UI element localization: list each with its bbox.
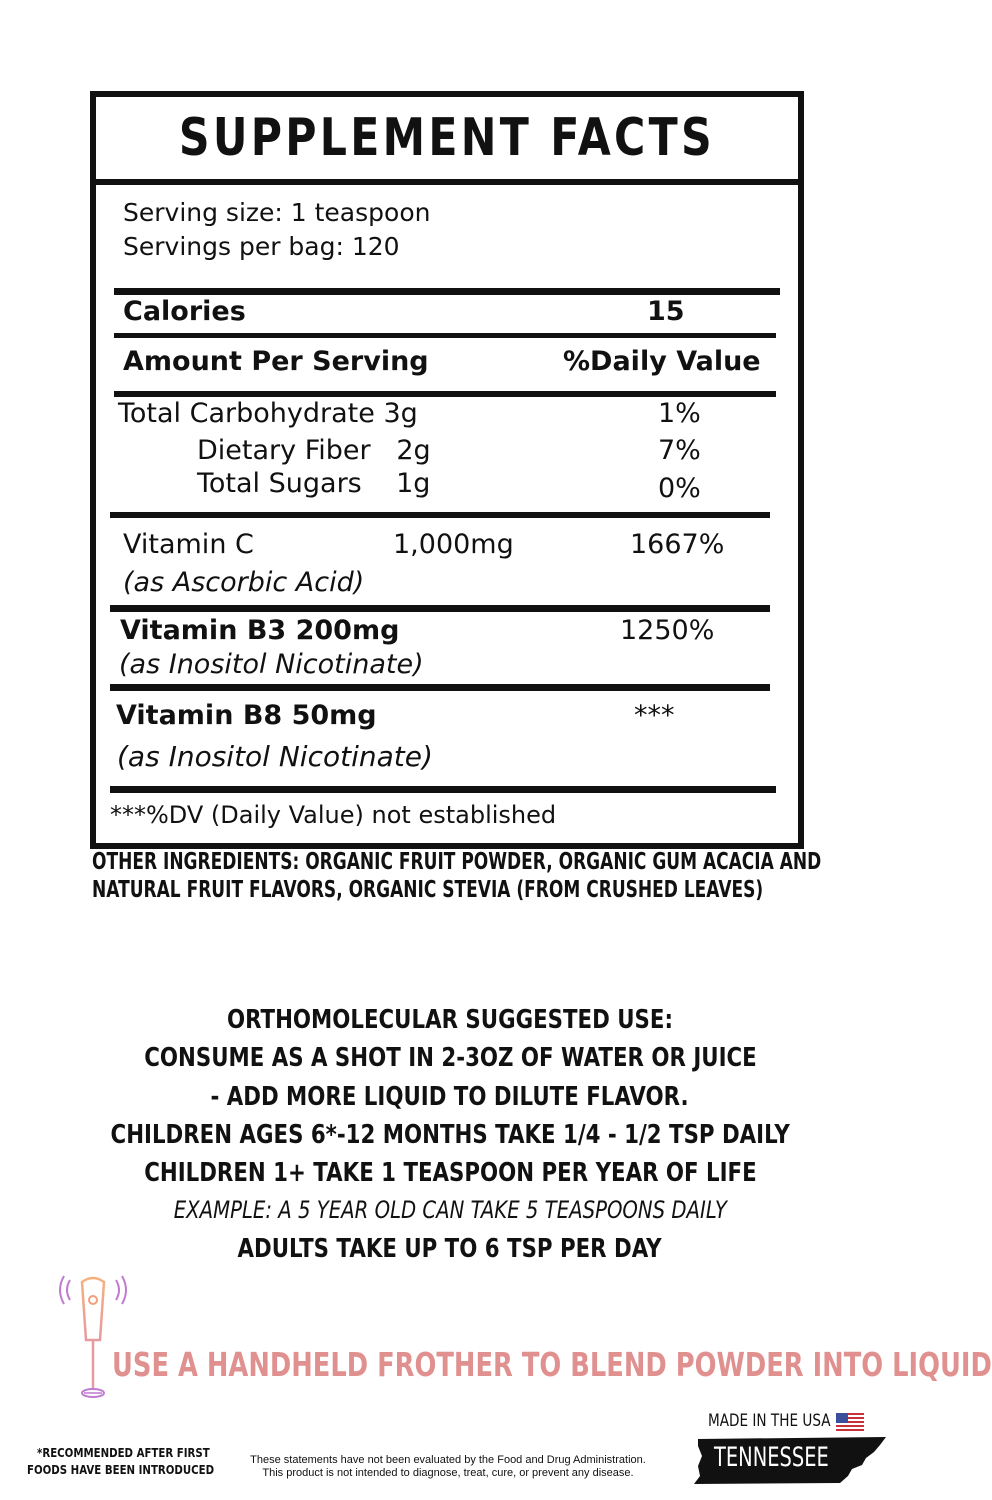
recommended-note-line-2: FOODS HAVE BEEN INTRODUCED	[27, 1463, 215, 1477]
fda-disclaimer-line-1: These statements have not been evaluated by the Food and Drug Administration.	[250, 1454, 646, 1466]
vitamin-b3-source: (as Inositol Nicotinate)	[119, 649, 424, 680]
amount-per-serving-header: Amount Per Serving	[123, 346, 429, 377]
dv-footnote: ***%DV (Daily Value) not established	[110, 801, 557, 829]
divider	[114, 391, 776, 397]
us-flag-icon	[836, 1413, 864, 1431]
vitamin-b8-source: (as Inositol Nicotinate)	[117, 740, 433, 773]
calories-label: Calories	[123, 296, 246, 327]
vitamin-b8-dv: ***	[634, 700, 675, 731]
vitamin-c-dv: 1667%	[630, 529, 725, 560]
vitamin-c-name: Vitamin C	[123, 529, 254, 560]
recommended-note-line-1: *RECOMMENDED AFTER FIRST	[37, 1446, 210, 1460]
title-bar	[96, 97, 798, 185]
suggested-use-heading: ORTHOMOLECULAR SUGGESTED USE:	[226, 1005, 674, 1035]
vitamin-b3-dv: 1250%	[620, 615, 715, 646]
suggested-use-line: CHILDREN 1+ TAKE 1 TEASPOON PER YEAR OF LIFE	[143, 1158, 757, 1188]
carb-row-fiber-dv: 7%	[658, 435, 701, 466]
divider	[110, 605, 770, 612]
divider	[114, 333, 776, 338]
suggested-use-line: CONSUME AS A SHOT IN 2-3OZ OF WATER OR JUICE	[143, 1043, 757, 1073]
vitamin-c-amount: 1,000mg	[393, 529, 514, 560]
made-in-usa: MADE IN THE USA	[708, 1411, 831, 1431]
divider-thick	[110, 786, 776, 793]
carb-row-total-dv: 1%	[658, 398, 701, 429]
other-ingredients-line-1: OTHER INGREDIENTS: ORGANIC FRUIT POWDER, ORGANIC GUM ACACIA AND	[92, 849, 822, 875]
fda-disclaimer-line-2: This product is not intended to diagnose, treat, cure, or prevent any disease.	[262, 1467, 634, 1479]
state-name: TENNESSEE	[714, 1442, 829, 1473]
carb-row-total: Total Carbohydrate 3g	[118, 398, 418, 429]
serving-size: Serving size: 1 teaspoon	[123, 198, 431, 227]
divider	[110, 512, 770, 518]
panel-title: SUPPLEMENT FACTS	[178, 108, 716, 168]
suggested-use-example: EXAMPLE: A 5 YEAR OLD CAN TAKE 5 TEASPOONS DAILY	[173, 1196, 727, 1224]
carb-row-sugars-dv: 0%	[658, 473, 701, 504]
suggested-use-line: CHILDREN AGES 6*-12 MONTHS TAKE 1/4 - 1/2 TSP DAILY	[110, 1120, 790, 1150]
daily-value-header: %Daily Value	[563, 346, 761, 377]
divider	[110, 684, 770, 691]
other-ingredients-line-2: NATURAL FRUIT FLAVORS, ORGANIC STEVIA (FROM CRUSHED LEAVES)	[92, 877, 764, 903]
vitamin-c-source: (as Ascorbic Acid)	[123, 567, 365, 598]
suggested-use-line: ADULTS TAKE UP TO 6 TSP PER DAY	[237, 1234, 663, 1264]
vitamin-b3-name: Vitamin B3 200mg	[120, 615, 400, 646]
carb-row-fiber: Dietary Fiber 2g	[197, 435, 431, 466]
vitamin-b8-name: Vitamin B8 50mg	[116, 700, 377, 731]
suggested-use-line: - ADD MORE LIQUID TO DILUTE FLAVOR.	[210, 1082, 690, 1112]
divider-thick	[114, 288, 780, 295]
frother-tip: USE A HANDHELD FROTHER TO BLEND POWDER INTO LIQUID	[112, 1345, 992, 1384]
fda-disclaimer	[220, 1454, 676, 1480]
servings-per-bag: Servings per bag: 120	[123, 232, 400, 261]
calories-value: 15	[647, 296, 685, 327]
carb-row-sugars: Total Sugars 1g	[197, 468, 431, 499]
